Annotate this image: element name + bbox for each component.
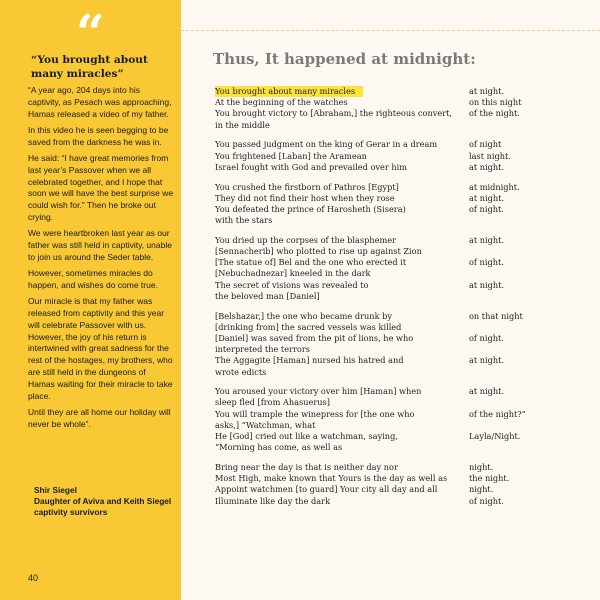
poem-stanza — [215, 86, 575, 131]
poem-line-text: You defeated the prince of Harosheth (Sisera) — [215, 203, 406, 214]
poem-line-refrain: on that night — [469, 310, 523, 321]
poem-line-text: wrote edicts — [215, 366, 267, 377]
quote-mark-icon: “ — [76, 3, 105, 62]
poem-line-text: He [God] cried out like a watchman, saying, — [215, 431, 398, 442]
poem-line-text: The Aggagite [Haman] nursed his hatred and — [215, 355, 404, 366]
poem-line — [215, 257, 575, 268]
poem-line-text: “Morning has come, as well as — [215, 442, 343, 453]
page-title: Thus, It happened at midnight: — [213, 50, 476, 68]
sidebar-paragraph: He said: “I have great memories from last year’s Passover when we all celebrated together, and I hope that soon we will have the best surprise we could wish for.” Then he broke out crying. — [28, 152, 174, 222]
poem-line — [215, 355, 575, 366]
poem-line — [215, 151, 575, 162]
poem-line-text: You will trample the winepress for [the one who — [215, 408, 415, 419]
poem-line — [215, 409, 575, 420]
poem-line-refrain: at night. — [469, 192, 505, 203]
poem-line — [215, 204, 575, 215]
poem-line-text: Appoint watchmen [to guard] Your city all day and all — [215, 484, 438, 495]
poem-line-refrain: at night. — [469, 234, 505, 245]
poem-line-refrain: of night. — [469, 203, 504, 214]
poem-line-refrain: at midnight. — [469, 181, 520, 192]
poem-line — [215, 193, 575, 204]
poem-line-text: [Nebuchadnezar] kneeled in the dark — [215, 268, 371, 279]
poem-line — [215, 473, 575, 484]
poem-line-refrain: of night. — [469, 495, 504, 506]
poem-line-text: You crushed the firstborn of Pathros [Egypt] — [215, 181, 399, 192]
poem-line — [215, 108, 575, 119]
poem-line — [215, 162, 575, 173]
poem — [215, 86, 575, 515]
poem-line — [215, 215, 575, 226]
poem-line-refrain: at night. — [469, 355, 505, 366]
poem-line — [215, 333, 575, 344]
poem-stanza — [215, 386, 575, 453]
poem-line-text: the beloved man [Daniel] — [215, 290, 320, 301]
signature-relation: Daughter of Aviva and Keith Siegel — [34, 496, 172, 506]
sidebar-paragraph: Our miracle is that my father was released from captivity and this year will celebrate Passover with us. However, the joy of his return is intertwined with great sadness for the rest of the hostages, my brothers, who are still held in the dungeons of Hamas waiting for their miracle to take place. — [28, 296, 173, 401]
poem-line — [215, 462, 575, 473]
poem-line-text: You passed judgment on the king of Gerar in a dream — [215, 139, 438, 150]
poem-line — [215, 496, 575, 507]
sidebar-title: “You brought about many miracles” — [31, 54, 148, 80]
poem-line-refrain: Layla/Night. — [469, 431, 521, 442]
sidebar-paragraph: Until they are all home our holiday will never be whole”. — [28, 406, 171, 429]
poem-line-text: Israel fought with God and prevailed over him — [215, 161, 408, 172]
sidebar-paragraph: However, sometimes miracles do happen, and wishes do come true. — [28, 268, 158, 290]
poem-line-text: You dried up the corpses of the blasphemer — [215, 234, 397, 245]
poem-line-refrain: on this night — [469, 97, 522, 108]
poem-stanza — [215, 139, 575, 173]
poem-line — [215, 86, 575, 97]
page-number: 40 — [28, 573, 39, 583]
poem-line-text: Illuminate like day the dark — [215, 495, 331, 506]
poem-line — [215, 397, 575, 408]
poem-line-text: [Belshazar,] the one who became drunk by — [215, 310, 393, 321]
poem-line-refrain: at night. — [469, 386, 505, 397]
signature — [34, 485, 174, 518]
poem-stanza — [215, 235, 575, 302]
poem-line-refrain: of night. — [469, 332, 504, 343]
poem-line-text: asks,] “Watchman, what — [215, 419, 316, 430]
poem-line — [215, 322, 575, 333]
poem-line-text: You brought victory to [Abraham,] the righteous convert, — [215, 108, 453, 119]
poem-line — [215, 139, 575, 150]
poem-line-refrain: night. — [469, 484, 494, 495]
poem-line — [215, 268, 575, 279]
poem-stanza — [215, 462, 575, 507]
poem-line-text: interpreted the terrors — [215, 344, 310, 355]
poem-line — [215, 442, 575, 453]
poem-line-refrain: night. — [469, 462, 494, 472]
signature-note: captivity survivors — [34, 507, 108, 517]
poem-line-text: Most High, make known that Yours is the day as well as — [215, 473, 448, 484]
poem-line — [215, 235, 575, 246]
poem-line — [215, 344, 575, 355]
poem-line — [215, 420, 575, 431]
poem-line-text: You frightened [Laban] the Aramean — [215, 150, 367, 161]
poem-stanza — [215, 311, 575, 378]
divider — [181, 30, 600, 31]
poem-line — [215, 291, 575, 302]
poem-stanza — [215, 182, 575, 227]
poem-line-text: sleep fled [from Ahasuerus] — [215, 397, 330, 408]
poem-line — [215, 311, 575, 322]
sidebar-paragraph: We were heartbroken last year as our father was still held in captivity, unable to join us around the Seder table. — [28, 228, 172, 262]
poem-line-text: The secret of visions was revealed to — [215, 279, 369, 290]
poem-line-refrain: last night. — [469, 150, 511, 161]
poem-line-text: [Sennacherib] who plotted to rise up against Zion — [215, 246, 422, 257]
poem-line-text: Bring near the day is that is neither day nor — [215, 462, 398, 472]
poem-line-refrain: of the night?” — [469, 408, 526, 419]
poem-line-text: [The statue of] Bel and the one who erected it — [215, 257, 407, 268]
poem-line-text: in the middle — [215, 119, 270, 130]
poem-line-text: At the beginning of the watches — [215, 97, 348, 108]
poem-line-refrain: of night. — [469, 257, 504, 268]
poem-line — [215, 367, 575, 378]
poem-line — [215, 246, 575, 257]
poem-line — [215, 280, 575, 291]
poem-line-text: with the stars — [215, 215, 273, 226]
poem-line — [215, 97, 575, 108]
poem-line-text: They did not find their host when they rose — [215, 192, 395, 203]
poem-line-refrain: of the night. — [469, 108, 520, 119]
sidebar-body — [28, 85, 174, 435]
sidebar-panel — [0, 0, 181, 600]
poem-line-text: You aroused your victory over him [Haman] when — [215, 386, 422, 397]
poem-line-refrain: at night. — [469, 86, 505, 96]
poem-line-refrain: at night. — [469, 279, 505, 290]
main-panel — [181, 0, 600, 600]
poem-line-refrain: the night. — [469, 473, 510, 484]
poem-line — [215, 386, 575, 397]
signature-name: Shir Siegel — [34, 485, 77, 495]
poem-line-text: [Daniel] was saved from the pit of lions, he who — [215, 332, 414, 343]
poem-line-refrain: of night — [469, 139, 502, 150]
poem-line-text-highlighted: You brought about many miracles — [215, 86, 363, 97]
poem-line-refrain: at night. — [469, 161, 505, 172]
poem-line-text: [drinking from] the sacred vessels was killed — [215, 321, 402, 332]
poem-line — [215, 182, 575, 193]
sidebar-paragraph: “A year ago, 204 days into his captivity, as Pesach was approaching, Hamas released a video of my father. — [28, 85, 172, 119]
poem-line — [215, 431, 575, 442]
sidebar-paragraph: In this video he is seen begging to be saved from the darkness he was in. — [28, 124, 169, 147]
poem-line — [215, 484, 575, 495]
poem-line — [215, 120, 575, 131]
